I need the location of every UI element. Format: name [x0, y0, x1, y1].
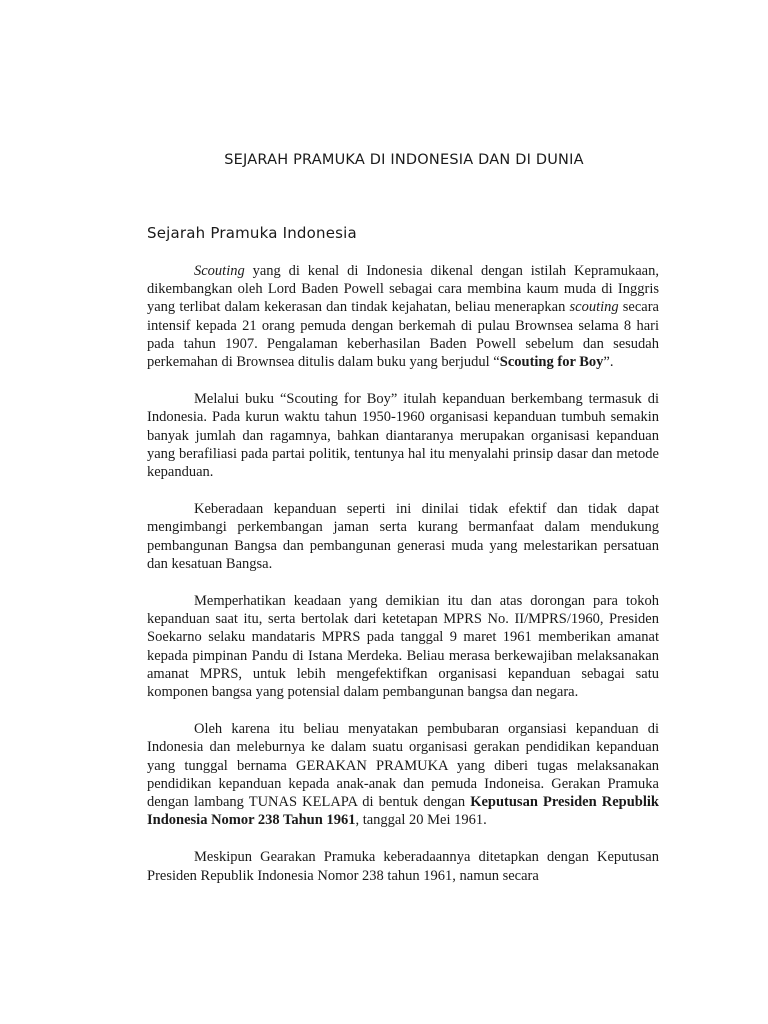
paragraph-3: Keberadaan kepanduan seperti ini dinilai tidak efektif dan tidak dapat mengimbangi perkembangan jaman serta kurang bermanfaat dalam mendukung pembangunan Bangsa dan pembangunan generasi muda yang melestarikan persatuan dan kesatuan Bangsa. [147, 501, 659, 572]
paragraph-4: Memperhatikan keadaan yang demikian itu dan atas dorongan para tokoh kepanduan saat itu, serta bertolak dari ketetapan MPRS No. II/MPRS/1960, Presiden Soekarno selaku mandataris MPRS pada tanggal 9 maret 1961 memberikan amanat kepada pimpinan Pandu di Istana Merdeka. Beliau merasa berkewajiban melaksanakan amanat MPRS, untuk lebih mengefektifkan organisasi kepanduan sebagai satu komponen bangsa yang potensial dalam pembangunan bangsa dan negara. [147, 593, 659, 701]
paragraph-2: Melalui buku “Scouting for Boy” itulah kepanduan berkembang termasuk di Indonesia. Pada kurun waktu tahun 1950-1960 organisasi kepanduan tumbuh semakin banyak jumlah dan ragamnya, bahkan diantaranya merupakan organisasi kepanduan yang berafiliasi pada partai politik, tentunya hal itu menyalahi prinsip dasar dan metode kepanduan. [147, 391, 659, 481]
paragraph-text: secara intensif kepada 21 orang pemuda dengan berkemah di pulau Brownsea selama 8 hari pada tahun 1907. Pengalaman keberhasilan Baden Powell sebelum dan sesudah perkemahan di Brownsea ditulis dalam buku yang berjudul “ [147, 299, 659, 371]
decree-title: Keputusan Presiden Republik Indonesia Nomor 238 Tahun 1961 [147, 794, 659, 829]
paragraph-6: Meskipun Gearakan Pramuka keberadaannya ditetapkan dengan Keputusan Presiden Republik Indonesia Nomor 238 tahun 1961, namun secara [147, 849, 659, 884]
document-body [147, 262, 659, 904]
paragraph-text: ”. [603, 354, 614, 371]
book-title: Scouting for Boy [499, 354, 604, 371]
paragraph-1 [147, 262, 659, 371]
italic-term: Scouting [194, 263, 245, 279]
italic-term: scouting [569, 299, 619, 316]
document-title: SEJARAH PRAMUKA DI INDONESIA DAN DI DUNIA [224, 152, 584, 168]
paragraph-5 [147, 720, 659, 829]
paragraph-text: , tanggal 20 Mei 1961. [355, 812, 487, 829]
paragraph-text: yang di kenal di Indonesia dikenal dengan istilah Kepramukaan, dikembangkan oleh Lord Baden Powell sebagai cara membina kaum muda di Inggris yang terlibat dalam kekerasan dan tindak kejahatan, beliau menerapkan [147, 263, 659, 316]
paragraph-text: Oleh karena itu beliau menyatakan pembubaran organsiasi kepanduan di Indonesia dan meleburnya ke dalam suatu organisasi gerakan pendidikan kepanduan yang tunggal bernama GERAKAN PRAMUKA yang diberi tugas melaksanakan pendidikan kepanduan kepada anak-anak dan pemuda Indoneisa. Gerakan Pramuka dengan lambang TUNAS KELAPA di bentuk dengan [147, 721, 659, 811]
section-heading: Sejarah Pramuka Indonesia [147, 224, 357, 242]
